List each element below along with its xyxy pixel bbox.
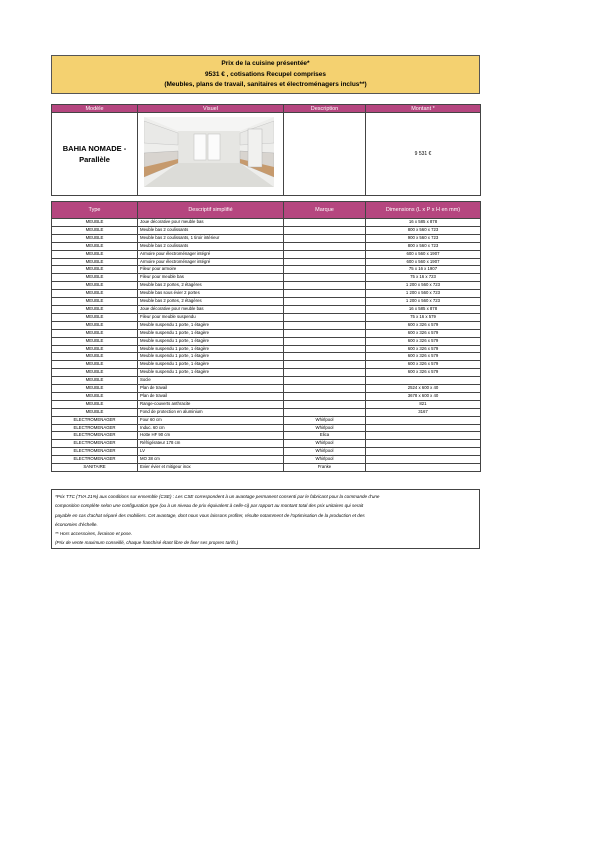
row-description: Meuble bas 2 coulissants (138, 226, 284, 234)
row-description: Plan de travail (138, 385, 284, 393)
row-description: Meuble bas 2 portes, 2 étagères (138, 282, 284, 290)
row-brand (284, 250, 366, 258)
row-dimensions (366, 377, 481, 385)
col-amount: Montant * (366, 105, 481, 113)
table-row (52, 432, 481, 440)
row-brand (284, 377, 366, 385)
row-brand: Elica (284, 432, 366, 440)
table-row (52, 345, 481, 353)
table-row (52, 305, 481, 313)
row-type: MEUBLE (52, 258, 138, 266)
row-description: Joue décorative pour meuble bas (138, 305, 284, 313)
row-brand: Whirlpool (284, 440, 366, 448)
row-dimensions (366, 416, 481, 424)
col-brand: Marque (284, 202, 366, 219)
footnotes (51, 489, 480, 549)
row-type: MEUBLE (52, 298, 138, 306)
row-type: ELECTROMENAGER (52, 432, 138, 440)
row-type: MEUBLE (52, 234, 138, 242)
row-type: ELECTROMENAGER (52, 456, 138, 464)
row-brand (284, 226, 366, 234)
row-type: MEUBLE (52, 321, 138, 329)
table-row (52, 274, 481, 282)
table-row (52, 250, 481, 258)
row-dimensions: 800 x 560 x 723 (366, 242, 481, 250)
row-type: MEUBLE (52, 282, 138, 290)
footnote-line: économies d'échelle. (55, 521, 98, 527)
row-description: Joue décorative pour meuble bas (138, 219, 284, 227)
footnote-line: payable en cas d'achat séparé des mobiliers. Cet avantage, dont nous vous laissons profiter, résulte notamment de l'optimisation de la production et des (55, 512, 365, 518)
row-description: Armoire pour électroménager intégré (138, 258, 284, 266)
row-brand (284, 290, 366, 298)
row-description: Fileur pour meuble bas (138, 274, 284, 282)
col-desc: Descriptif simplifié (138, 202, 284, 219)
table-row (52, 353, 481, 361)
row-type: MEUBLE (52, 290, 138, 298)
row-brand (284, 361, 366, 369)
row-description: Armoire pour électroménager intégré (138, 250, 284, 258)
row-dimensions: 1 200 x 560 x 723 (366, 290, 481, 298)
table-row (52, 464, 481, 472)
row-type: MEUBLE (52, 266, 138, 274)
table-row (52, 361, 481, 369)
price-amount-line: 9531 € , cotisations Recupel comprises (204, 70, 327, 78)
row-dimensions: 900 x 560 x 723 (366, 234, 481, 242)
row-type: MEUBLE (52, 369, 138, 377)
row-dimensions: 600 x 560 x 1907 (366, 250, 481, 258)
row-dimensions: 600 x 326 x 579 (366, 321, 481, 329)
row-brand: Franke (284, 464, 366, 472)
table-row (52, 416, 481, 424)
table-row (52, 321, 481, 329)
table-row (52, 290, 481, 298)
table-row (52, 377, 481, 385)
table-row (52, 369, 481, 377)
row-type: ELECTROMENAGER (52, 424, 138, 432)
row-type: SANITAIRE (52, 464, 138, 472)
row-brand (284, 313, 366, 321)
row-type: ELECTROMENAGER (52, 416, 138, 424)
footnote-line: composition complète selon une configuration type (ou à un niveau de prix équivalent à celle-ci) par rapport au montant total des prix unitaires qui serait (55, 503, 364, 509)
table-row (52, 313, 481, 321)
row-description: MO 38 cm (138, 456, 284, 464)
row-dimensions: 600 x 326 x 579 (366, 353, 481, 361)
row-description: Meuble bas sous évier 2 portes (138, 290, 284, 298)
row-dimensions (366, 432, 481, 440)
row-brand (284, 219, 366, 227)
row-type: MEUBLE (52, 226, 138, 234)
row-description: Meuble suspendu 1 porte, 1 étagère (138, 337, 284, 345)
row-dimensions: 600 x 560 x 1907 (366, 258, 481, 266)
row-dimensions: 1 200 x 560 x 723 (366, 282, 481, 290)
row-description: Fileur pour meuble suspendu (138, 313, 284, 321)
row-dimensions: 3167 (366, 408, 481, 416)
row-dimensions: 800 x 560 x 723 (366, 226, 481, 234)
table-row (52, 448, 481, 456)
row-description: Meuble suspendu 1 porte, 1 étagère (138, 361, 284, 369)
col-description: Description (284, 105, 366, 113)
table-row (52, 219, 481, 227)
row-brand: Whirlpool (284, 448, 366, 456)
row-brand (284, 369, 366, 377)
table-row (52, 226, 481, 234)
row-brand (284, 408, 366, 416)
row-brand (284, 274, 366, 282)
row-description: Plan de travail (138, 392, 284, 400)
row-dimensions: 75 x 16 x 579 (366, 313, 481, 321)
row-brand (284, 329, 366, 337)
row-type: MEUBLE (52, 274, 138, 282)
price-inclusions: (Meubles, plans de travail, sanitaires et électroménagers inclus**) (164, 81, 367, 88)
row-description: Socle (138, 377, 284, 385)
row-dimensions: 3678 x 600 x 40 (366, 392, 481, 400)
row-description: Fond de protection en aluminium (138, 408, 284, 416)
row-dimensions: 16 x 585 x 878 (366, 305, 481, 313)
row-description: Fileur pour armoire (138, 266, 284, 274)
row-brand: Whirlpool (284, 456, 366, 464)
row-dimensions (366, 424, 481, 432)
col-visual: Visuel (138, 105, 284, 113)
row-type: MEUBLE (52, 242, 138, 250)
row-description: Evier évier et mitigeur inox (138, 464, 284, 472)
row-description: Induc. 60 cm (138, 424, 284, 432)
row-dimensions (366, 440, 481, 448)
row-type: MEUBLE (52, 219, 138, 227)
row-type: MEUBLE (52, 400, 138, 408)
table-row (52, 266, 481, 274)
row-dimensions: 16 x 585 x 878 (366, 219, 481, 227)
table-row (52, 329, 481, 337)
table-row (52, 400, 481, 408)
row-description: Hotte HF 90 cm (138, 432, 284, 440)
kitchen-photo (138, 113, 284, 196)
row-description: LV (138, 448, 284, 456)
row-brand (284, 400, 366, 408)
row-brand (284, 266, 366, 274)
table-row (52, 385, 481, 393)
row-type: ELECTROMENAGER (52, 440, 138, 448)
model-description (284, 113, 366, 196)
row-description: Meuble suspendu 1 porte, 1 étagère (138, 329, 284, 337)
row-dimensions: 1 200 x 560 x 723 (366, 298, 481, 306)
row-brand: Whirlpool (284, 416, 366, 424)
price-title: Prix de la cuisine présentée* (221, 60, 310, 67)
row-brand: Whirlpool (284, 424, 366, 432)
table-row (52, 242, 481, 250)
row-type: MEUBLE (52, 345, 138, 353)
row-description: Meuble suspendu 1 porte, 1 étagère (138, 321, 284, 329)
row-dimensions (366, 456, 481, 464)
table-row (52, 258, 481, 266)
row-dimensions: 821 (366, 400, 481, 408)
table-row (52, 424, 481, 432)
row-type: MEUBLE (52, 313, 138, 321)
row-brand (284, 321, 366, 329)
row-type: MEUBLE (52, 250, 138, 258)
table-row (52, 408, 481, 416)
row-description: Meuble suspendu 1 porte, 1 étagère (138, 369, 284, 377)
summary-table (51, 104, 481, 196)
row-description: Meuble suspendu 1 porte, 1 étagère (138, 345, 284, 353)
row-dimensions: 600 x 326 x 579 (366, 329, 481, 337)
row-description: Meuble bas 2 coulissants, 1 tiroir intérieur (138, 234, 284, 242)
row-dimensions: 600 x 326 x 579 (366, 361, 481, 369)
row-brand (284, 345, 366, 353)
row-brand (284, 353, 366, 361)
row-dimensions (366, 464, 481, 472)
row-brand (284, 392, 366, 400)
table-row (52, 234, 481, 242)
footnote-line: ** Hors accessoires, livraison et pose. (55, 531, 133, 537)
table-row (52, 282, 481, 290)
kitchen-image (144, 117, 274, 187)
row-description: Meuble bas 2 coulissants (138, 242, 284, 250)
footnote-line: *Prix TTC (TVA 21%) aux conditions sur ensemble (CSE) : Les CSE correspondent à un avantage permanent consenti par le fabricant pour la commande d'une (55, 494, 380, 499)
row-dimensions: 75 x 16 x 723 (366, 274, 481, 282)
row-description: Four 60 cm (138, 416, 284, 424)
row-type: MEUBLE (52, 337, 138, 345)
row-brand (284, 385, 366, 393)
row-description: Réfrigérateur 178 cm (138, 440, 284, 448)
col-model: Modèle (52, 105, 138, 113)
col-type: Type (52, 202, 138, 219)
table-row (52, 440, 481, 448)
row-type: MEUBLE (52, 353, 138, 361)
table-row (52, 298, 481, 306)
row-type: MEUBLE (52, 305, 138, 313)
row-type: MEUBLE (52, 361, 138, 369)
row-brand (284, 337, 366, 345)
table-row (52, 456, 481, 464)
row-dimensions: 600 x 326 x 579 (366, 337, 481, 345)
row-description: Range-couverts anthracite (138, 400, 284, 408)
model-name: BAHIA NOMADE - Parallèle (52, 113, 138, 196)
col-dimensions: Dimensions (L x P x H en mm) (366, 202, 481, 219)
row-type: ELECTROMENAGER (52, 448, 138, 456)
row-brand (284, 242, 366, 250)
row-brand (284, 258, 366, 266)
table-row (52, 392, 481, 400)
footnote-line: (Prix de vente maximum conseillé, chaque franchisé étant libre de fixer ses propres tarifs.) (55, 540, 239, 546)
row-description: Meuble suspendu 1 porte, 1 étagère (138, 353, 284, 361)
row-type: MEUBLE (52, 377, 138, 385)
row-dimensions: 75 x 16 x 1907 (366, 266, 481, 274)
row-type: MEUBLE (52, 385, 138, 393)
model-amount: 9 531 € (366, 113, 481, 196)
row-description: Meuble bas 2 portes, 2 étagères (138, 298, 284, 306)
row-dimensions: 600 x 326 x 579 (366, 369, 481, 377)
row-brand (284, 234, 366, 242)
table-row (52, 337, 481, 345)
row-type: MEUBLE (52, 392, 138, 400)
row-type: MEUBLE (52, 408, 138, 416)
row-dimensions: 600 x 326 x 579 (366, 345, 481, 353)
row-dimensions (366, 448, 481, 456)
row-type: MEUBLE (52, 329, 138, 337)
row-brand (284, 282, 366, 290)
row-brand (284, 298, 366, 306)
row-brand (284, 305, 366, 313)
row-dimensions: 2524 x 600 x 40 (366, 385, 481, 393)
price-header (51, 55, 480, 94)
items-table (51, 201, 481, 472)
